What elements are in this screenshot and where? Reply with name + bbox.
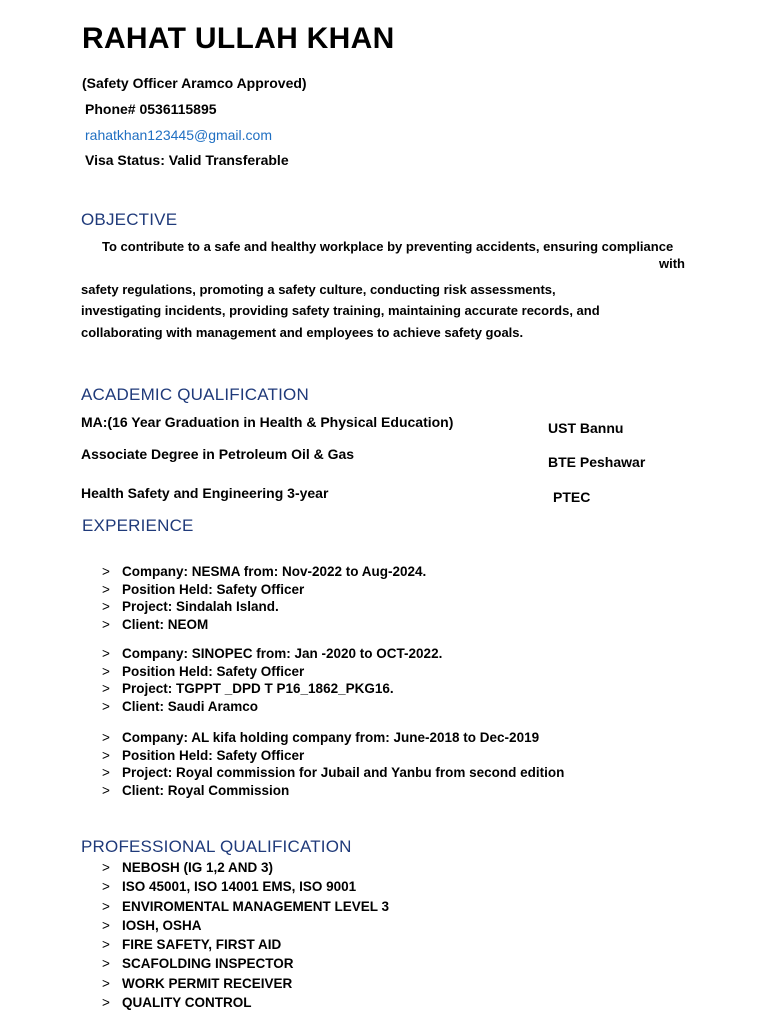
list-item: > QUALITY CONTROL — [102, 993, 702, 1012]
bullet-arrow-icon: > — [102, 956, 110, 972]
list-item: > Company: SINOPEC from: Jan -2020 to OCT-2022. — [102, 646, 443, 661]
bullet-arrow-icon: > — [102, 917, 110, 933]
bullet-arrow-icon: > — [102, 898, 110, 914]
bullet-arrow-icon: > — [102, 879, 110, 895]
list-item: > IOSH, OSHA — [102, 916, 702, 935]
bullet-arrow-icon: > — [102, 860, 110, 875]
list-item: > Position Held: Safety Officer — [102, 663, 305, 679]
objective-line-4: collaborating with management and employees to achieve safety goals. — [81, 325, 524, 340]
visa-status: Visa Status: Valid Transferable — [85, 152, 289, 168]
objective-line-1: To contribute to a safe and healthy workplace by preventing accidents, ensuring compliance — [102, 239, 674, 254]
list-item: > NEBOSH (IG 1,2 AND 3) — [102, 858, 702, 877]
list-item: > FIRE SAFETY, FIRST AID — [102, 935, 702, 954]
objective-heading: OBJECTIVE — [81, 210, 178, 229]
bullet-arrow-icon: > — [102, 730, 110, 745]
list-item: > ISO 45001, ISO 14001 EMS, ISO 9001 — [102, 877, 702, 896]
list-item: > Client: NEOM — [102, 616, 209, 632]
academic-degree: MA:(16 Year Graduation in Health & Physical Education) — [81, 414, 454, 430]
bullet-arrow-icon: > — [102, 616, 110, 632]
academic-degree: Associate Degree in Petroleum Oil & Gas — [81, 446, 355, 462]
academic-degree: Health Safety and Engineering 3-year — [81, 485, 329, 501]
list-item: > Client: Royal Commission — [102, 782, 290, 798]
academic-institute: BTE Peshawar — [548, 454, 646, 470]
phone-number: Phone# 0536115895 — [85, 101, 217, 117]
list-item: > ENVIROMENTAL MANAGEMENT LEVEL 3 — [102, 897, 702, 916]
bullet-arrow-icon: > — [102, 747, 110, 763]
list-item: > WORK PERMIT RECEIVER — [102, 974, 702, 993]
professional-heading: PROFESSIONAL QUALIFICATION — [81, 837, 352, 856]
bullet-arrow-icon: > — [102, 765, 110, 780]
list-item: > Project: TGPPT _DPD T P16_1862_PKG16. — [102, 681, 394, 696]
bullet-arrow-icon: > — [102, 995, 110, 1011]
bullet-arrow-icon: > — [102, 646, 110, 661]
bullet-arrow-icon: > — [102, 564, 110, 579]
academic-institute: PTEC — [553, 489, 591, 505]
experience-job-1 — [102, 563, 702, 633]
list-item: > Project: Royal commission for Jubail and Yanbu from second edition — [102, 765, 565, 780]
list-item: > Position Held: Safety Officer — [102, 581, 305, 597]
bullet-arrow-icon: > — [102, 782, 110, 798]
candidate-name: RAHAT ULLAH KHAN — [82, 22, 395, 55]
bullet-arrow-icon: > — [102, 599, 110, 614]
list-item: > Company: AL kifa holding company from: June-2018 to Dec-2019 — [102, 730, 540, 745]
bullet-arrow-icon: > — [102, 681, 110, 696]
bullet-arrow-icon: > — [102, 663, 110, 679]
academic-institute: UST Bannu — [548, 420, 624, 436]
experience-heading: EXPERIENCE — [82, 516, 194, 535]
list-item: > Company: NESMA from: Nov-2022 to Aug-2024. — [102, 564, 427, 579]
list-item: > Position Held: Safety Officer — [102, 747, 305, 763]
list-item: > SCAFOLDING INSPECTOR — [102, 954, 702, 973]
experience-job-3 — [102, 729, 702, 799]
bullet-arrow-icon: > — [102, 581, 110, 597]
list-item: > Project: Sindalah Island. — [102, 599, 279, 614]
bullet-arrow-icon: > — [102, 698, 110, 714]
objective-line-2: safety regulations, promoting a safety culture, conducting risk assessments, — [81, 282, 556, 297]
academic-heading: ACADEMIC QUALIFICATION — [81, 385, 309, 404]
email-link[interactable]: rahatkhan123445@gmail.com — [85, 127, 272, 143]
objective-line-3: investigating incidents, providing safety training, maintaining accurate records, and — [81, 303, 600, 318]
list-item: > Client: Saudi Aramco — [102, 698, 259, 714]
bullet-arrow-icon: > — [102, 975, 110, 991]
bullet-arrow-icon: > — [102, 937, 110, 953]
experience-job-2 — [102, 645, 702, 715]
professional-list — [102, 858, 702, 1012]
candidate-title: (Safety Officer Aramco Approved) — [82, 75, 307, 91]
objective-line-1-end: with — [659, 256, 685, 271]
